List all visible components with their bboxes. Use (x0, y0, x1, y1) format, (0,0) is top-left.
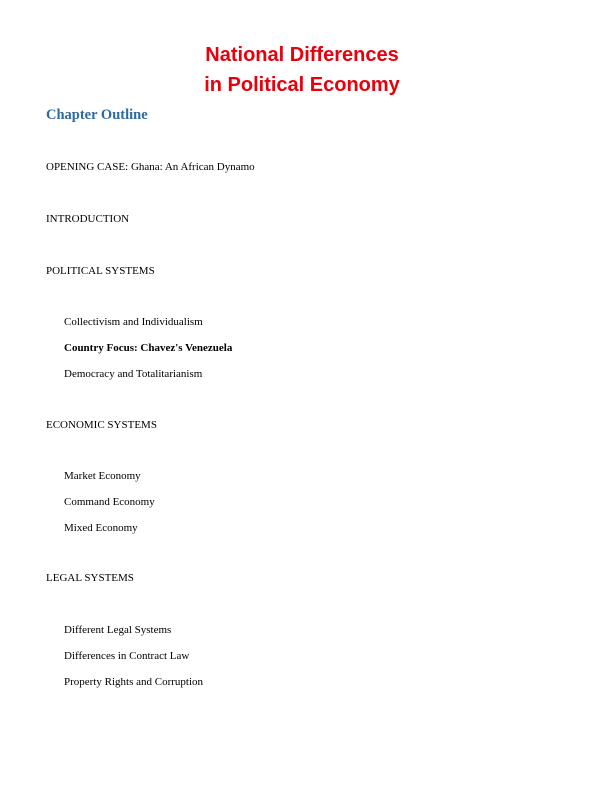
document-title-line-2: in Political Economy (204, 74, 400, 96)
outline-political-systems: POLITICAL SYSTEMS (46, 265, 155, 277)
outline-subitem-market-economy: Market Economy (64, 470, 141, 482)
outline-subitem-command-economy: Command Economy (64, 496, 155, 508)
outline-subitem-contract-law: Differences in Contract Law (64, 650, 190, 662)
outline-subitem-property-rights: Property Rights and Corruption (64, 676, 204, 688)
outline-subitem-legal-systems: Different Legal Systems (64, 624, 172, 636)
outline-opening-case: OPENING CASE: Ghana: An African Dynamo (46, 161, 255, 173)
outline-introduction: INTRODUCTION (46, 213, 130, 225)
chapter-outline-heading: Chapter Outline (46, 107, 148, 123)
outline-subitem-democracy: Democracy and Totalitarianism (64, 368, 203, 380)
outline-economic-systems: ECONOMIC SYSTEMS (46, 419, 157, 431)
document-title-line-1: National Differences (205, 44, 399, 66)
outline-subitem-country-focus: Country Focus: Chavez's Venezuela (64, 342, 233, 354)
outline-subitem-mixed-economy: Mixed Economy (64, 522, 138, 534)
outline-subitem-collectivism: Collectivism and Individualism (64, 316, 203, 328)
outline-legal-systems: LEGAL SYSTEMS (46, 572, 134, 584)
